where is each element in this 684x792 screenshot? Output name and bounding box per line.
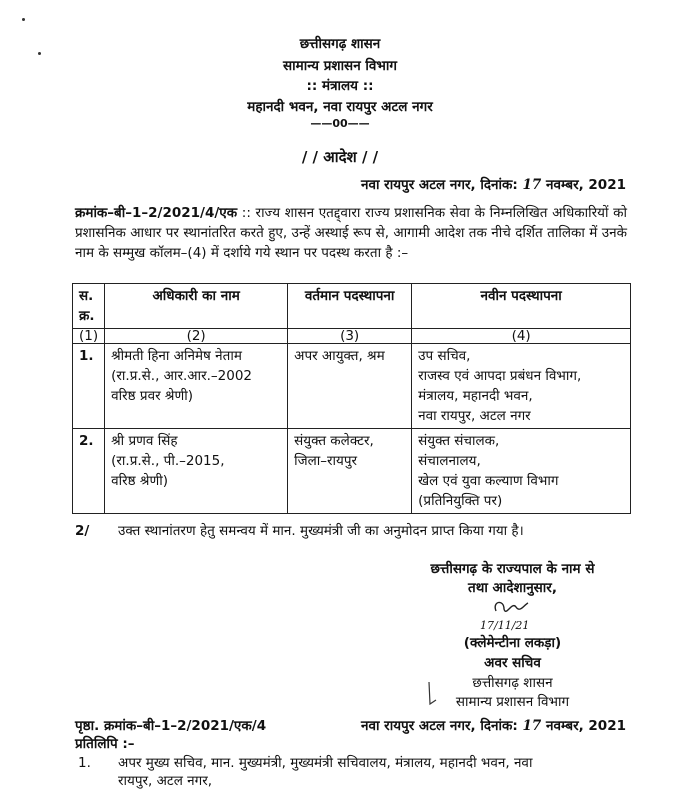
order-paragraph — [75, 203, 627, 263]
new-line: नवा रायपुर, अटल नगर — [418, 408, 531, 424]
name-line: वरिष्ठ श्रेणी) — [111, 473, 168, 489]
new-line: खेल एवं युवा कल्याण विभाग — [418, 473, 559, 489]
col-num: (3) — [288, 329, 412, 344]
endorsement-number: पृष्ठा. क्रमांक–बी–1–2/2021/एक/4 — [75, 718, 267, 734]
date-day-handwritten: 17 — [522, 177, 542, 193]
header-address: महानदी भवन, नवा रायपुर अटल नगर — [247, 99, 433, 115]
name-line: श्री प्रणव सिंह — [111, 433, 178, 449]
col-num: (2) — [105, 329, 288, 344]
header-current: वर्तमान पदस्थापना — [288, 284, 412, 329]
header-sno: स. क्र. — [73, 284, 105, 329]
header-separator: ——00—— — [310, 117, 370, 130]
row-name — [105, 344, 288, 429]
current-line: संयुक्त कलेक्टर, — [294, 433, 374, 449]
column-number-row — [73, 329, 631, 344]
col-num: (1) — [73, 329, 105, 344]
row-name — [105, 429, 288, 514]
transfer-table — [72, 283, 631, 514]
copy-item-number: 1. — [78, 755, 91, 771]
header-department: सामान्य प्रशासन विभाग — [283, 58, 397, 74]
signature-line2: तथा आदेशानुसार, — [468, 580, 557, 596]
order-title: / / आदेश / / — [301, 148, 379, 166]
name-line: वरिष्ठ प्रवर श्रेणी) — [111, 388, 193, 404]
new-line: राजस्व एवं आपदा प्रबंधन विभाग, — [418, 368, 582, 384]
row-new — [412, 429, 631, 514]
signature-line1: छत्तीसगढ़ के राज्यपाल के नाम से — [430, 561, 595, 577]
copy-item-line1: अपर मुख्य सचिव, मान. मुख्यमंत्री, मुख्यमंत्री सचिवालय, मंत्रालय, महानदी भवन, नवा — [118, 755, 533, 771]
date-place: नवा रायपुर अटल नगर, दिनांक: — [360, 177, 518, 193]
header-name: अधिकारी का नाम — [105, 284, 288, 329]
new-line: मंत्रालय, महानदी भवन, — [418, 388, 533, 404]
endorsement-month-year: नवम्बर, 2021 — [545, 718, 626, 734]
scan-speck — [38, 52, 41, 55]
name-line: श्रीमती हिना अनिमेष नेताम — [111, 348, 242, 364]
signatory-name: (क्लेमेन्टीना लकड़ा) — [463, 635, 562, 651]
signatory-state: छत्तीसगढ़ शासन — [472, 675, 553, 691]
new-line: (प्रतिनियुक्ति पर) — [418, 493, 503, 509]
para2-number: 2/ — [75, 523, 90, 539]
header-secretariat: :: मंत्रालय :: — [306, 78, 374, 94]
row-current — [288, 429, 412, 514]
table-header-row — [73, 284, 631, 329]
row-sno: 1. — [73, 344, 105, 429]
copy-item-line2: रायपुर, अटल नगर, — [118, 773, 213, 789]
scan-speck — [22, 18, 25, 21]
name-line: (रा.प्र.से., आर.आर.–2002 — [111, 368, 252, 384]
signature-initials-date: 17/11/21 — [480, 619, 530, 632]
endorsement-place: नवा रायपुर अटल नगर, दिनांक: — [360, 718, 518, 734]
signature-scribble — [490, 597, 530, 619]
current-line: अपर आयुक्त, श्रम — [294, 348, 385, 364]
signatory-department: सामान्य प्रशासन विभाग — [455, 694, 570, 710]
new-line: संचालनालय, — [418, 453, 481, 469]
signatory-designation: अवर सचिव — [484, 655, 541, 671]
table-row — [73, 344, 631, 429]
order-number: क्रमांक–बी–1–2/2021/4/एक — [75, 205, 238, 221]
endorsement-day-handwritten: 17 — [522, 718, 542, 734]
header-new: नवीन पदस्थापना — [412, 284, 631, 329]
date-month-year: नवम्बर, 2021 — [545, 177, 626, 193]
date-line — [361, 177, 626, 193]
header-state: छत्तीसगढ़ शासन — [299, 36, 381, 52]
order-text: :: राज्य शासन एतद्द्वारा राज्य प्रशासनिक सेवा के निम्नलिखित अधिकारियों को प्रशासनिक आधार पर स्थानांतरित करते हुए, उन्हें अस्थाई रूप से, आगामी आदेश तक नीचे दर्शित तालिका में उनके नाम के सम्मुख कॉलम–(4) में दर्शाये गये स्थान पर पदस्थ करता है :– — [75, 205, 627, 261]
new-line: संयुक्त संचालक, — [418, 433, 500, 449]
endorsement-date — [361, 718, 626, 734]
arrow-mark — [425, 680, 439, 710]
para2-text: उक्त स्थानांतरण हेतु समन्वय में मान. मुख्यमंत्री जी का अनुमोदन प्राप्त किया गया है। — [118, 523, 524, 539]
copy-label: प्रतिलिपि :– — [75, 736, 135, 752]
table-row — [73, 429, 631, 514]
row-new — [412, 344, 631, 429]
col-num: (4) — [412, 329, 631, 344]
current-line: जिला–रायपुर — [294, 453, 358, 469]
name-line: (रा.प्र.से., पी.–2015, — [111, 453, 225, 469]
row-current — [288, 344, 412, 429]
new-line: उप सचिव, — [418, 348, 471, 364]
row-sno: 2. — [73, 429, 105, 514]
